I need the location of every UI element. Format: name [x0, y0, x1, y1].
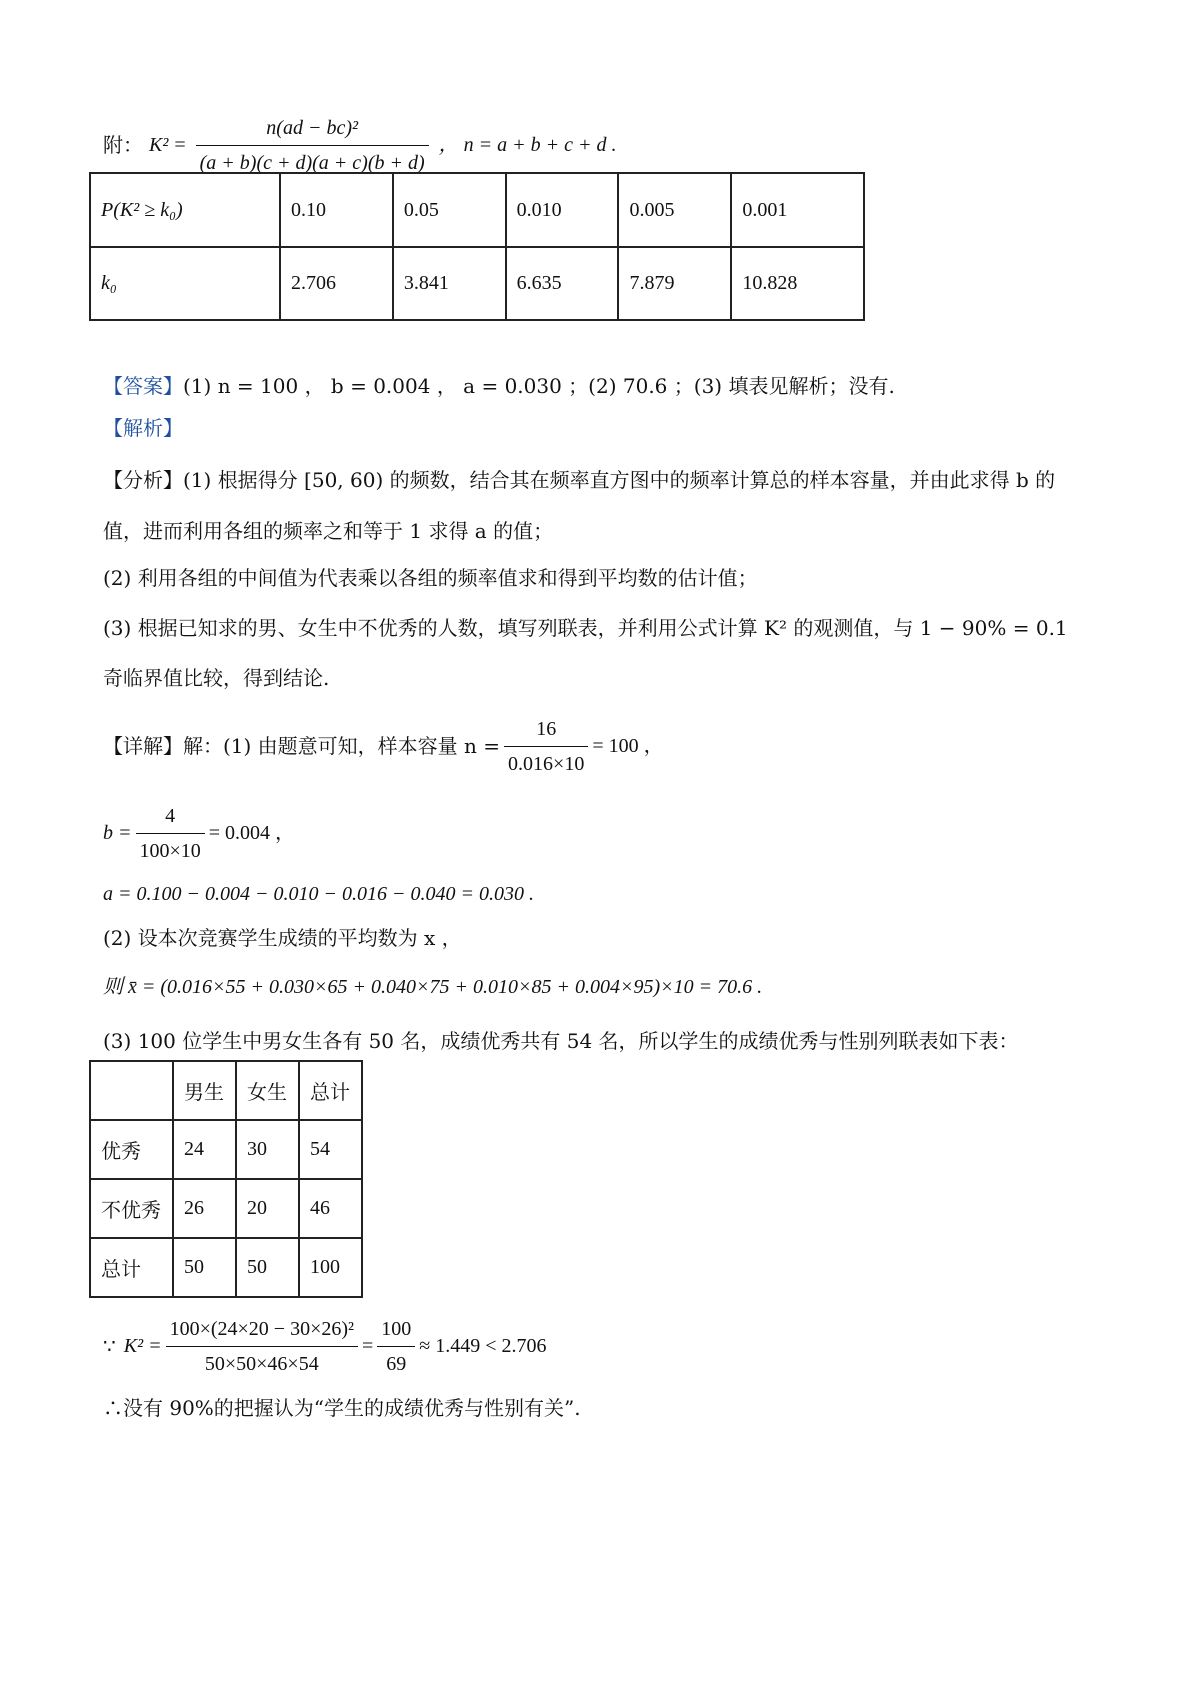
- detail-b-fraction: [136, 802, 205, 865]
- appendix-fraction: [196, 114, 429, 177]
- fenxi-line-1: [103, 466, 1055, 494]
- detail-n-numerator: 16: [536, 717, 557, 740]
- contingency-cell: 优秀: [90, 1120, 173, 1179]
- conclusion-eq: =: [362, 1335, 374, 1357]
- contingency-cell: 50: [173, 1238, 236, 1297]
- contingency-header-cell: 总计: [299, 1061, 362, 1120]
- detail-mean-line: 则 x̄ = (0.016×55 + 0.030×65 + 0.040×75 + 0.010×85 + 0.004×95)×10 = 70.6 .: [103, 976, 763, 998]
- contingency-cell: 54: [299, 1120, 362, 1179]
- contingency-header-cell: 男生: [173, 1061, 236, 1120]
- contingency-cell: 50: [236, 1238, 299, 1297]
- answer-line: [103, 372, 895, 400]
- appendix-denominator: (a + b)(c + d)(a + c)(b + d): [196, 145, 429, 177]
- critical-p-cell: 0.010: [506, 173, 619, 247]
- contingency-cell: 总计: [90, 1238, 173, 1297]
- contingency-header-cell: 女生: [236, 1061, 299, 1120]
- contingency-cell: 30: [236, 1120, 299, 1179]
- contingency-table: [89, 1060, 363, 1298]
- contingency-cell: 26: [173, 1179, 236, 1238]
- detail-b-lhs: b =: [103, 822, 132, 844]
- answer-text: (1) n = 100 ， b = 0.004 ， a = 0.030 ；(2) 70.6 ；(3) 填表见解析；没有.: [183, 374, 895, 398]
- critical-k-cell: 10.828: [731, 247, 864, 320]
- detail-b-result: = 0.004 ，: [208, 822, 296, 844]
- answer-tag: 【答案】: [103, 374, 183, 398]
- detail-intro: 解：(1) 由题意可知，样本容量 n =: [183, 734, 501, 758]
- fenxi-tag: 【分析】: [103, 468, 183, 492]
- table-row: [90, 1120, 362, 1179]
- detail-p3-line: (3) 100 位学生中男女生各有 50 名，成绩优秀共有 54 名，所以学生的成绩优秀与性别列联表如下表：: [103, 1029, 1019, 1053]
- conclusion-r-numerator: 100: [381, 1317, 412, 1340]
- detail-a-line: a = 0.100 − 0.004 − 0.010 − 0.016 − 0.040 = 0.030 .: [103, 883, 534, 905]
- contingency-cell: 20: [236, 1179, 299, 1238]
- contingency-cell: 不优秀: [90, 1179, 173, 1238]
- conclusion-k-lhs: K² =: [123, 1335, 162, 1357]
- contingency-cell: 46: [299, 1179, 362, 1238]
- table-row: [90, 1179, 362, 1238]
- critical-k-cell: 7.879: [618, 247, 731, 320]
- because-symbol: ∵: [103, 1334, 116, 1358]
- analysis-tag: 【解析】: [103, 416, 183, 440]
- appendix-line: 附： K² = $\frac{\text{n(ad − bc)²}}{(a + b)(c + d)(a + c)(b + d)}$ ， n = a + b + c + d .: [103, 115, 617, 175]
- critical-p-cell: 0.10: [280, 173, 393, 247]
- appendix-k2: K²: [149, 134, 169, 156]
- detail-b-denominator: 100×10: [136, 833, 205, 865]
- fenxi-line-4: (3) 根据已知求的男、女生中不优秀的人数，填写列联表，并利用公式计算 K² 的观测值，与 1 − 90% = 0.1: [103, 616, 1068, 640]
- table-row: [90, 1238, 362, 1297]
- conclusion-k-line: [103, 1316, 547, 1376]
- appendix-numerator: n(ad − bc)²: [266, 116, 358, 139]
- critical-k-cell: 3.841: [393, 247, 506, 320]
- fenxi-line-5: 奇临界值比较，得到结论.: [103, 666, 330, 690]
- fenxi-line-2: 值，进而利用各组的频率之和等于 1 求得 a 的值；: [103, 519, 554, 543]
- contingency-cell: 24: [173, 1120, 236, 1179]
- conclusion-k-fraction: [166, 1315, 358, 1378]
- critical-row1-header: P(K² ≥ k₀): [90, 173, 280, 247]
- detail-tag: 【详解】: [103, 734, 183, 758]
- detail-p2-line: (2) 设本次竞赛学生成绩的平均数为 x ，: [103, 926, 462, 950]
- detail-n-denominator: 0.016×10: [504, 746, 588, 778]
- contingency-header-cell: [90, 1061, 173, 1120]
- detail-n-fraction: [504, 715, 588, 778]
- fenxi-line-3: (2) 利用各组的中间值为代表乘以各组的频率值求和得到平均数的估计值；: [103, 566, 758, 590]
- conclusion-r-denominator: 69: [377, 1346, 415, 1378]
- conclusion-r-fraction: [377, 1315, 415, 1378]
- detail-n-result: = 100 ，: [592, 735, 664, 757]
- critical-row2-header: k₀: [90, 247, 280, 320]
- critical-p-cell: 0.005: [618, 173, 731, 247]
- conclusion-k-numerator: 100×(24×20 − 30×26)²: [169, 1317, 355, 1340]
- appendix-n-def: ， n = a + b + c + d .: [438, 134, 617, 156]
- appendix-label: 附：: [103, 133, 143, 157]
- critical-k-cell: 2.706: [280, 247, 393, 320]
- critical-p-cell: 0.001: [731, 173, 864, 247]
- critical-k-cell: 6.635: [506, 247, 619, 320]
- conclusion-approx: ≈ 1.449 < 2.706: [419, 1335, 547, 1357]
- fenxi-text-1: (1) 根据得分 [50, 60) 的频数，结合其在频率直方图中的频率计算总的样本容量，并由此求得 b 的: [183, 468, 1056, 492]
- detail-n-line: [103, 716, 664, 776]
- contingency-cell: 100: [299, 1238, 362, 1297]
- detail-b-numerator: 4: [165, 804, 176, 827]
- detail-b-line: [103, 803, 295, 863]
- critical-value-table: [89, 172, 865, 321]
- conclusion-final: ∴没有 90%的把握认为“学生的成绩优秀与性别有关”.: [103, 1396, 581, 1420]
- conclusion-k-denominator: 50×50×46×54: [166, 1346, 358, 1378]
- critical-p-cell: 0.05: [393, 173, 506, 247]
